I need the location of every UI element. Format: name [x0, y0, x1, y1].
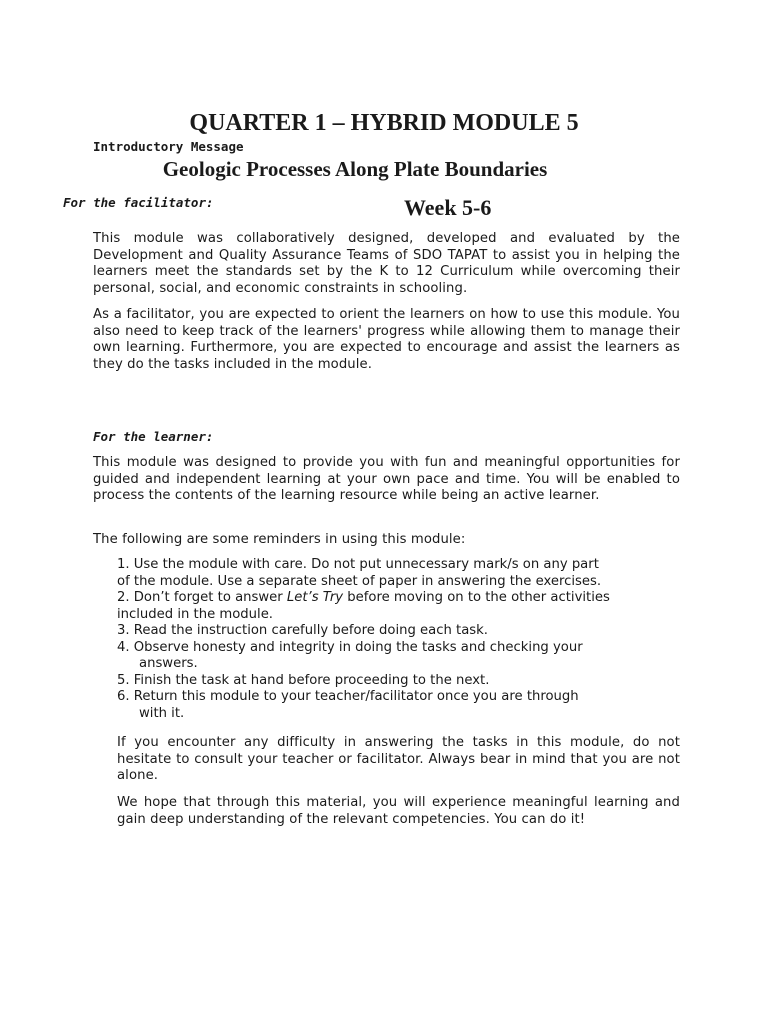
reminders-list: [117, 557, 680, 722]
reminder-text: before moving on to the other activities: [343, 590, 610, 605]
reminder-text-continued: of the module. Use a separate sheet of paper in answering the exercises.: [117, 573, 602, 589]
reminder-text: 3. Read the instruction carefully before doing each task.: [117, 623, 488, 638]
quarter-title: QUARTER 1 – HYBRID MODULE 5: [189, 110, 579, 136]
reminder-text-continued: included in the module.: [117, 606, 274, 622]
learner-paragraph-1: This module was designed to provide you with fun and meaningful opportunities for guided and independent learning at your own pace and time. You will be enabled to process the contents of the learning resource while being an active learner.: [93, 455, 680, 503]
week-label: Week 5-6: [404, 195, 492, 220]
reminder-item: [117, 557, 680, 590]
reminder-item: [117, 673, 680, 690]
reminder-text-continued: answers.: [139, 656, 198, 671]
facilitator-paragraph-2: As a facilitator, you are expected to orient the learners on how to use this module. You also need to keep track of the learners' progress while allowing them to manage their own learning. Furthermore, you are expected to encourage and assist the learners as they do the tasks included in the module.: [93, 307, 680, 372]
reminder-item: [117, 689, 680, 722]
reminder-text: 2. Don’t forget to answer: [117, 590, 287, 605]
module-title: Geologic Processes Along Plate Boundaries: [162, 157, 548, 181]
learner-heading: For the learner:: [93, 429, 214, 444]
reminder-item: [117, 640, 680, 673]
facilitator-paragraph-1: This module was collaboratively designed, developed and evaluated by the Development and Quality Assurance Teams of SDO TAPAT to assist you in helping the learners meet the standards set by the K to 12 Curriculum while overcoming their personal, social, and economic constraints in schooling.: [93, 231, 680, 296]
reminder-text: 4. Observe honesty and integrity in doing the tasks and checking your: [117, 639, 583, 655]
introductory-message-label: Introductory Message: [93, 139, 244, 154]
reminder-text: 6. Return this module to your teacher/facilitator once you are through: [117, 689, 579, 704]
reminder-item: [117, 590, 680, 623]
learner-paragraph-4: We hope that through this material, you will experience meaningful learning and gain deep understanding of the relevant competencies. You can do it!: [117, 795, 680, 827]
lets-try-emphasis: Let’s Try: [286, 590, 344, 605]
reminder-text-continued: with it.: [139, 705, 185, 721]
learner-paragraph-3: If you encounter any difficulty in answering the tasks in this module, do not hesitate to consult your teacher or facilitator. Always bear in mind that you are not alone.: [117, 735, 680, 783]
learner-paragraph-2: The following are some reminders in using this module:: [93, 532, 466, 547]
reminder-text: 5. Finish the task at hand before proceeding to the next.: [117, 672, 490, 688]
reminder-item: [117, 623, 680, 640]
reminder-text: 1. Use the module with care. Do not put unnecessary mark/s on any part: [117, 557, 599, 572]
facilitator-heading: For the facilitator:: [63, 195, 214, 210]
